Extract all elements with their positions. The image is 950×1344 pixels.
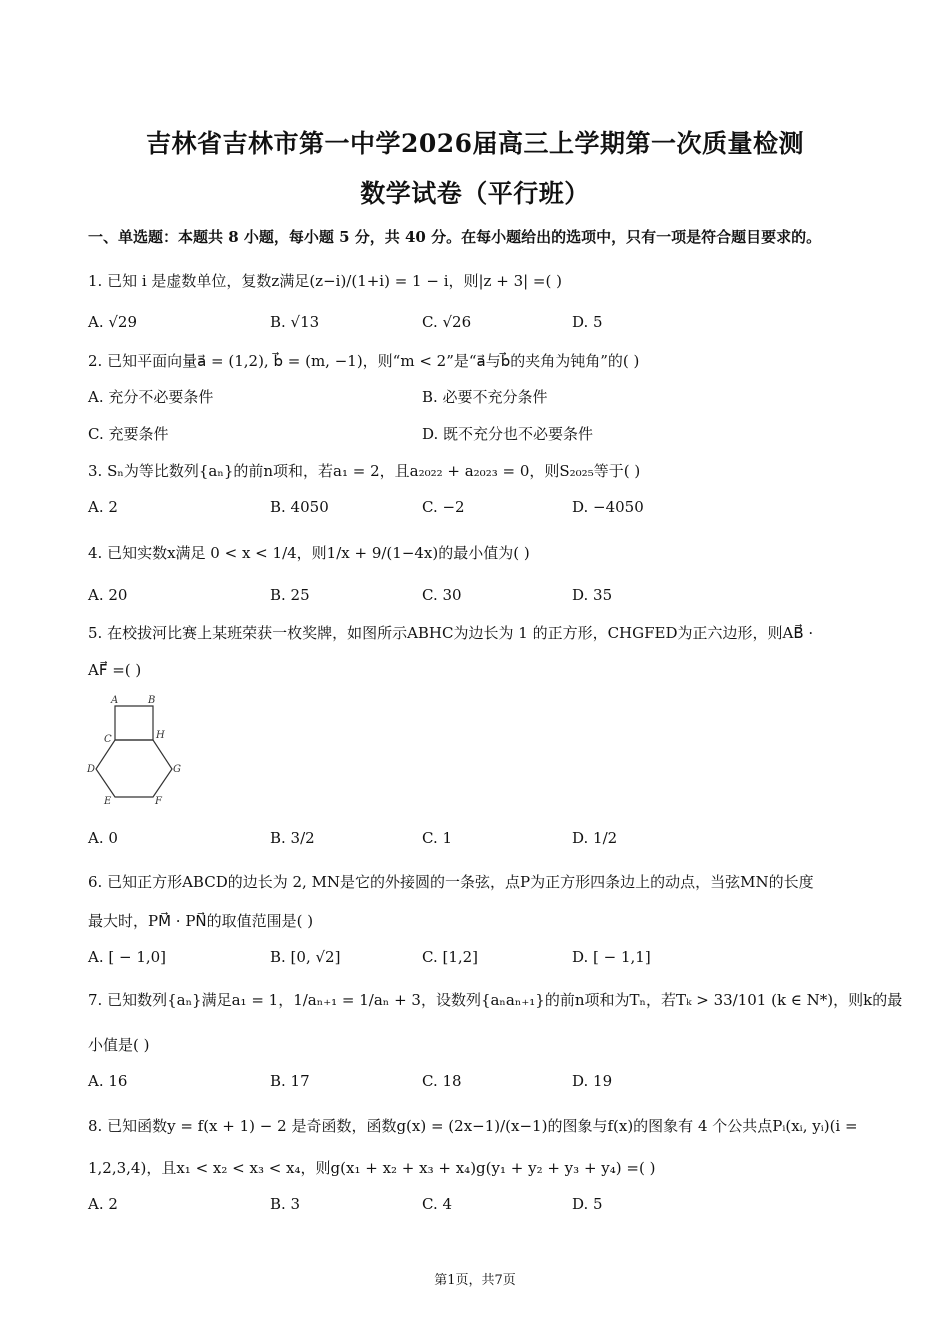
question-6-option-a: A. [ − 1,0] bbox=[88, 948, 167, 966]
question-7-option-d: D. 19 bbox=[572, 1072, 613, 1090]
label-a: A bbox=[111, 695, 119, 706]
question-4-option-a: A. 20 bbox=[88, 586, 128, 604]
question-3-option-b: B. 4050 bbox=[270, 498, 329, 516]
question-4-option-b: B. 25 bbox=[270, 586, 310, 604]
question-6-option-b: B. [0, √2] bbox=[270, 948, 341, 966]
question-1-stem: 1. 已知 i 是虚数单位，复数z满足(z−i)/(1+i) = 1 − i，则|z + 3| =( ) bbox=[88, 272, 562, 290]
hexagon-chgfed bbox=[96, 740, 172, 797]
question-7-stem-line1: 7. 已知数列{aₙ}满足a₁ = 1，1/aₙ₊₁ = 1/aₙ + 3，设数列{aₙaₙ₊₁}的前n项和为Tₙ，若Tₖ > 33/101 (k ∈ N*)，则k的最 bbox=[88, 991, 903, 1009]
question-1-option-b: B. √13 bbox=[270, 313, 320, 331]
question-2-option-c: C. 充要条件 bbox=[88, 425, 169, 443]
question-6-stem-line2: 最大时，PM⃗ · PN⃗的取值范围是( ) bbox=[88, 912, 314, 930]
question-4-option-d: D. 35 bbox=[572, 586, 613, 604]
label-e: E bbox=[104, 796, 112, 807]
question-3-option-a: A. 2 bbox=[88, 498, 118, 516]
question-4-option-c: C. 30 bbox=[422, 586, 462, 604]
question-3-stem: 3. Sₙ为等比数列{aₙ}的前n项和，若a₁ = 2，且a₂₀₂₂ + a₂₀₂₃ = 0，则S₂₀₂₅等于( ) bbox=[88, 462, 641, 480]
question-3-option-c: C. −2 bbox=[422, 498, 465, 516]
exam-subtitle: 数学试卷（平行班） bbox=[360, 179, 590, 208]
question-5-option-b: B. 3/2 bbox=[270, 829, 315, 847]
page-footer: 第1页，共7页 bbox=[434, 1273, 516, 1288]
question-8-stem-line2: 1,2,3,4)，且x₁ < x₂ < x₃ < x₄，则g(x₁ + x₂ + x₃ + x₄)g(y₁ + y₂ + y₃ + y₄) =( ) bbox=[88, 1159, 656, 1177]
question-1-option-c: C. √26 bbox=[422, 313, 472, 331]
label-b: B bbox=[148, 695, 156, 706]
question-5-option-d: D. 1/2 bbox=[572, 829, 618, 847]
question-8-option-c: C. 4 bbox=[422, 1195, 453, 1213]
question-5-option-c: C. 1 bbox=[422, 829, 453, 847]
question-5-stem-line2: AF⃗ =( ) bbox=[88, 661, 142, 679]
question-1-option-d: D. 5 bbox=[572, 313, 603, 331]
label-c: C bbox=[104, 734, 112, 745]
section-heading: 一、单选题：本题共 8 小题，每小题 5 分，共 40 分。在每小题给出的选项中，只有一项是符合题目要求的。 bbox=[88, 228, 822, 246]
question-6-stem-line1: 6. 已知正方形ABCD的边长为 2, MN是它的外接圆的一条弦，点P为正方形四条边上的动点，当弦MN的长度 bbox=[88, 873, 814, 891]
square-hexagon-figure bbox=[84, 690, 194, 808]
question-8-option-b: B. 3 bbox=[270, 1195, 301, 1213]
question-3-option-d: D. −4050 bbox=[572, 498, 644, 516]
question-8-option-a: A. 2 bbox=[88, 1195, 118, 1213]
label-d: D bbox=[87, 764, 96, 775]
label-g: G bbox=[173, 764, 181, 775]
question-8-stem-line1: 8. 已知函数y = f(x + 1) − 2 是奇函数，函数g(x) = (2x−1)/(x−1)的图象与f(x)的图象有 4 个公共点Pᵢ(xᵢ, yᵢ)(i = bbox=[88, 1117, 858, 1135]
question-7-stem-line2: 小值是( ) bbox=[88, 1036, 150, 1054]
question-2-option-b: B. 必要不充分条件 bbox=[422, 388, 548, 406]
label-f: F bbox=[155, 796, 162, 807]
question-6-option-d: D. [ − 1,1] bbox=[572, 948, 651, 966]
question-4-stem: 4. 已知实数x满足 0 < x < 1/4，则1/x + 9/(1−4x)的最小值为( ) bbox=[88, 544, 530, 562]
exam-title: 吉林省吉林市第一中学2026届高三上学期第一次质量检测 bbox=[145, 129, 805, 158]
question-7-option-a: A. 16 bbox=[88, 1072, 128, 1090]
question-5-option-a: A. 0 bbox=[88, 829, 118, 847]
question-2-stem: 2. 已知平面向量a⃗ = (1,2), b⃗ = (m, −1)，则“m < 2”是“a⃗与b⃗的夹角为钝角”的( ) bbox=[88, 352, 640, 370]
label-h: H bbox=[156, 730, 165, 741]
question-2-option-a: A. 充分不必要条件 bbox=[88, 388, 214, 406]
question-2-option-d: D. 既不充分也不必要条件 bbox=[422, 425, 594, 443]
question-7-option-c: C. 18 bbox=[422, 1072, 462, 1090]
question-6-option-c: C. [1,2] bbox=[422, 948, 479, 966]
question-8-option-d: D. 5 bbox=[572, 1195, 603, 1213]
question-5-stem-line1: 5. 在校拔河比赛上某班荣获一枚奖牌，如图所示ABHC为边长为 1 的正方形，CHGFED为正六边形，则AB⃗ · bbox=[88, 624, 814, 642]
question-1-option-a: A. √29 bbox=[88, 313, 138, 331]
square-abhc bbox=[115, 706, 153, 740]
question-7-option-b: B. 17 bbox=[270, 1072, 310, 1090]
